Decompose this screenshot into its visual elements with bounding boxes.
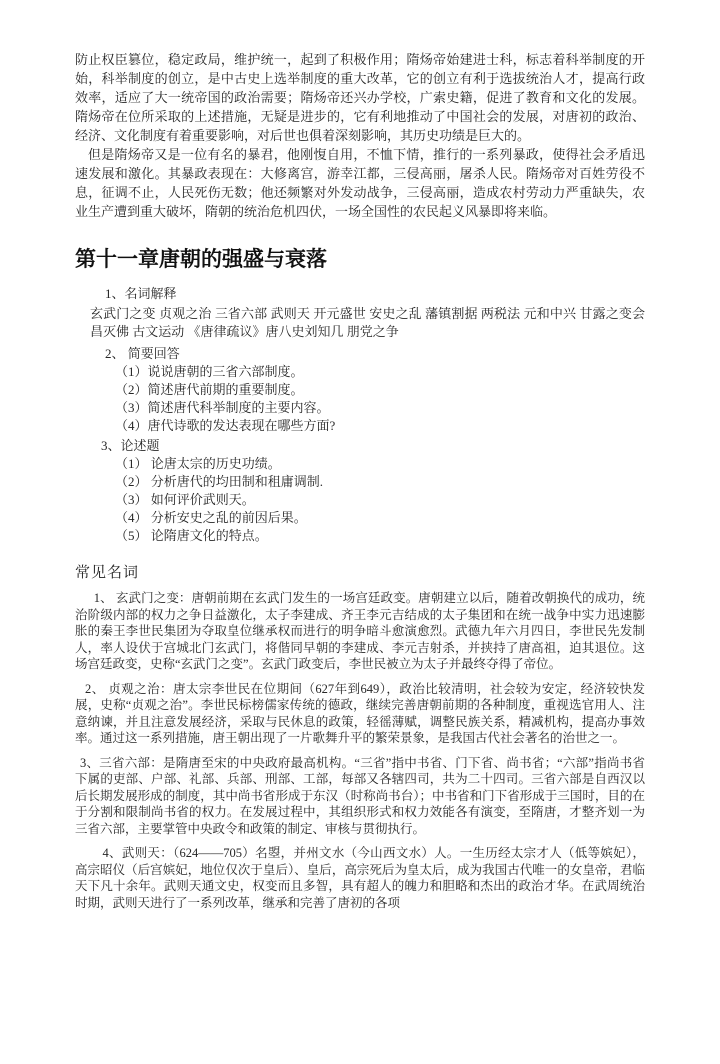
essay-item-4: （4） 分析安史之乱的前因后果。	[115, 510, 307, 525]
short-answer-item-2: （2）简述唐代前期的重要制度。	[115, 382, 304, 397]
definition-zhenguan: 2、 贞观之治：唐太宗李世民在位期间（627年到649），政治比较清明，社会较为安定，经济较快发展，史称“贞观之治”。李世民标榜儒家传统的德政，继续完善唐朝前期的各种制度，重视选官用人、注意纳谏，并且注意发展经济，采取与民休息的政策，轻徭薄赋，调整民族关系，精减机构，提高办事效率。通过这一系列措施，唐王朝出现了一片歌舞升平的繁荣景象，是我国古代社会著名的治世之一。	[75, 681, 645, 745]
outline-item-short-answer-label: 2、 简要回答	[105, 346, 180, 361]
outline-item-glossary-label: 1、名词解释	[105, 286, 177, 301]
intro-paragraph-2: 但是隋炀帝又是一位有名的暴君，他刚愎自用，不恤下情，推行的一系列暴政，使得社会矛盾迅速发展和激化。其暴政表现在：大修离宫，游幸江都，三侵高丽，屠杀人民。隋炀帝对百姓劳役不息，征调不止，人民死伤无数；他还频繁对外发动战争，三侵高丽，造成农村劳动力严重缺失，农业生产遭到重大破坏，隋朝的统治危机四伏，一场全国性的农民起义风暴即将来临。	[75, 147, 645, 219]
definitions-section	[75, 590, 645, 911]
intro-paragraph-1: 防止权臣篡位，稳定政局，维护统一，起到了积极作用；隋炀帝始建进士科，标志着科举制度的开始，科举制度的创立，是中古史上选举制度的重大改革，它的创立有利于选拔统治人才，提高行政效率，适应了大一统帝国的政治需要；隋炀帝还兴办学校，广索史籍，促进了教育和文化的发展。隋炀帝在位所采取的上述措施，无疑是进步的，它有利地推动了中国社会的发展，对唐初的政治、经济、文化制度有着重要影响，对后世也俱着深刻影响，其历史功绩是巨大的。	[75, 52, 645, 143]
glossary-terms-list: 玄武门之变 贞观之治 三省六部 武则天 开元盛世 安史之乱 藩镇割据 两税法 元和中兴 甘露之变会昌灭佛 古文运动 《唐律疏议》唐八史刘知几 朋党之争	[90, 306, 645, 339]
chapter-heading: 第十一章唐朝的强盛与衰落	[75, 248, 327, 271]
essay-item-5: （5） 论隋唐文化的特点。	[115, 528, 268, 543]
definition-sansheng-liubu: 3、三省六部：是隋唐至宋的中央政府最高机构。“三省”指中书省、门下省、尚书省；“六部”指尚书省下属的吏部、户部、礼部、兵部、刑部、工部，每部又各辖四司，共为二十四司。三省六部是自西汉以后长期发展形成的制度，其中尚书省形成于东汉（时称尚书台）；中书省和门下省形成于三国时，目的在于分割和限制尚书省的权力。在发展过程中，其组织形式和权力效能各有演变，至隋唐，才整齐划一为三省六部，主要掌管中央政令和政策的制定、审核与贯彻执行。	[75, 755, 645, 836]
essay-item-1: （1） 论唐太宗的历史功绩。	[115, 456, 281, 471]
chapter-outline	[75, 285, 645, 543]
definition-xuanwumen: 1、 玄武门之变：唐朝前期在玄武门发生的一场宫廷政变。唐朝建立以后，随着改朝换代的成功，统治阶级内部的权力之争日益激化，太子李建成、齐王李元吉结成的太子集团和在统一战争中实力迅速膨胀的秦王李世民集团为夺取皇位继承权而进行的明争暗斗愈演愈烈。武德九年六月四日，李世民先发制人，率人设伏于宫城北门玄武门，将偕同早朝的李建成、李元吉射杀，并挟持了唐高祖，迫其退位。这场宫廷政变，史称“玄武门之变”。玄武门政变后，李世民被立为太子并最终夺得了帝位。	[75, 591, 645, 671]
short-answer-item-4: （4）唐代诗歌的发达表现在哪些方面?	[115, 418, 336, 433]
definition-wuzetian: 4、武则天：（624——705）名曌，并州文水（今山西文水）人。一生历经太宗才人（低等嫔妃），高宗昭仪（后宫嫔妃，地位仅次于皇后）、皇后，高宗死后为皇太后，成为我国古代唯一的女皇帝，君临天下凡十余年。武则天通文史，权变而且多智，具有超人的魄力和胆略和杰出的政治才华。在武周统治时期，武则天进行了一系列改革，继承和完善了唐初的各项	[75, 846, 645, 910]
essay-item-2: （2） 分析唐代的均田制和租庸调制.	[115, 474, 324, 489]
essay-item-3: （3） 如何评价武则天。	[115, 492, 255, 507]
short-answer-item-1: （1）说说唐朝的三省六部制度。	[115, 364, 304, 379]
common-terms-heading: 常见名词	[75, 565, 140, 581]
short-answer-item-3: （3）简述唐代科举制度的主要内容。	[115, 400, 330, 415]
outline-item-essay-label: 3、论述题	[101, 438, 160, 453]
